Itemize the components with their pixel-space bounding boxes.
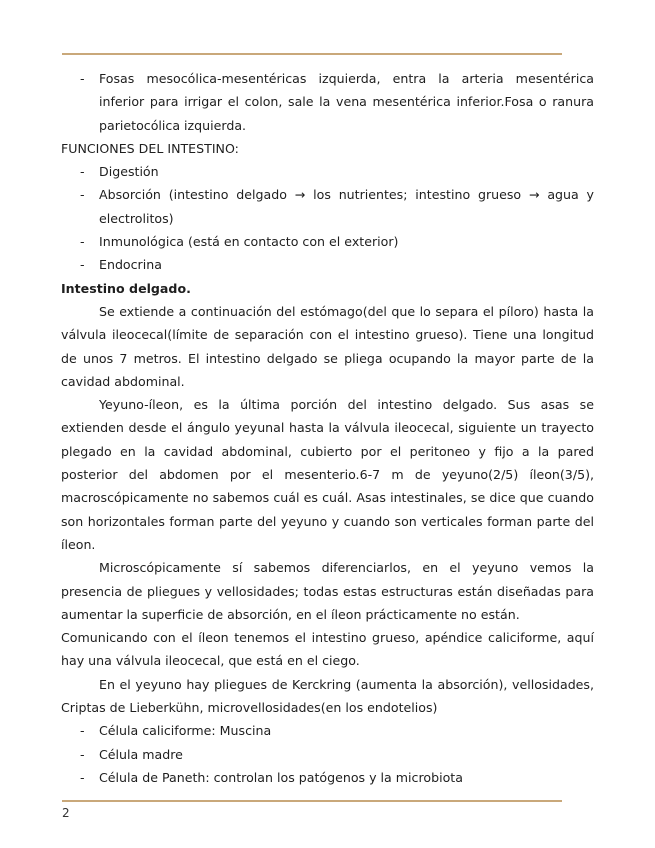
paragraph: Se extiende a continuación del estómago(del que lo separa el píloro) hasta la válvula ileocecal(límite de separación con el intestino grueso). Tiene una longitud de unos 7 metros. El intestino delgado se pliega ocupando la mayor parte de la cavidad abdominal. [61,303,594,389]
list-item [61,67,594,137]
bullet-dash: - [80,234,85,250]
paragraph: Comunicando con el íleon tenemos el intestino grueso, apéndice caliciforme, aquí hay una válvula ileocecal, que está en el ciego. [61,630,594,669]
bullet-dash: - [80,723,85,739]
paragraph: En el yeyuno hay pliegues de Kerckring (aumenta la absorción), vellosidades, Criptas de Lieberkühn, microvellosidades(en los endotelios) [61,676,594,716]
list-item-text: Fosas mesocólica-mesentéricas izquierda, entra la arteria mesentérica inferior para irrigar el colon, sale la vena mesentérica inferior.Fosa o ranura parietocólica izquierda. [99,71,594,133]
header-rule [62,53,562,55]
bullet-dash: - [80,769,85,785]
list-item [61,253,594,276]
bullet-dash: - [80,71,85,86]
list-item [61,230,594,253]
bullet-dash: - [80,187,85,203]
list-item-text: Endocrina [99,257,162,273]
paragraph: Microscópicamente sí sabemos diferenciarlos, en el yeyuno vemos la presencia de pliegues y vellosidades; todas estas estructuras están diseñadas para aumentar la superficie de absorción, en el íleon prácticamente no están. [61,560,594,622]
paragraph: Yeyuno-íleon, es la última porción del intestino delgado. Sus asas se extienden desde el ángulo yeyunal hasta la válvula ileocecal, siguiente un trayecto plegado en la cavidad abdominal, cubierto por el peritoneo y fijo a la pared posterior del abdomen por el mesenterio.6-7 m de yeyuno(2/5) íleon(3/5), macroscópicamente no sabemos cuál es cuál. Asas intestinales, se dice que cuando son horizontales forman parte del yeyuno y cuando son verticales forman parte del íleon. [61,397,594,552]
list-item-text: Célula madre [99,746,183,762]
list-item [61,183,594,230]
bullet-dash: - [80,164,85,180]
page-number: 2 [62,806,70,820]
footer-rule [62,800,562,802]
list-item [61,719,594,742]
list-item [61,160,594,183]
list-item [61,766,594,789]
list-item-text: Célula caliciforme: Muscina [99,723,272,739]
list-item-text: Absorción (intestino delgado → los nutrientes; intestino grueso → agua y electrolitos) [99,187,594,226]
list-item-text: Inmunológica (está en contacto con el exterior) [99,234,399,250]
list-item-text: Célula de Paneth: controlan los patógenos y la microbiota [99,769,463,785]
section-heading: Intestino delgado. [61,280,191,296]
bullet-dash: - [80,257,85,273]
list-item [61,743,594,766]
section-title: FUNCIONES DEL INTESTINO: [61,140,239,156]
list-item-text: Digestión [99,164,159,180]
document-body [61,67,594,789]
bullet-dash: - [80,746,85,762]
